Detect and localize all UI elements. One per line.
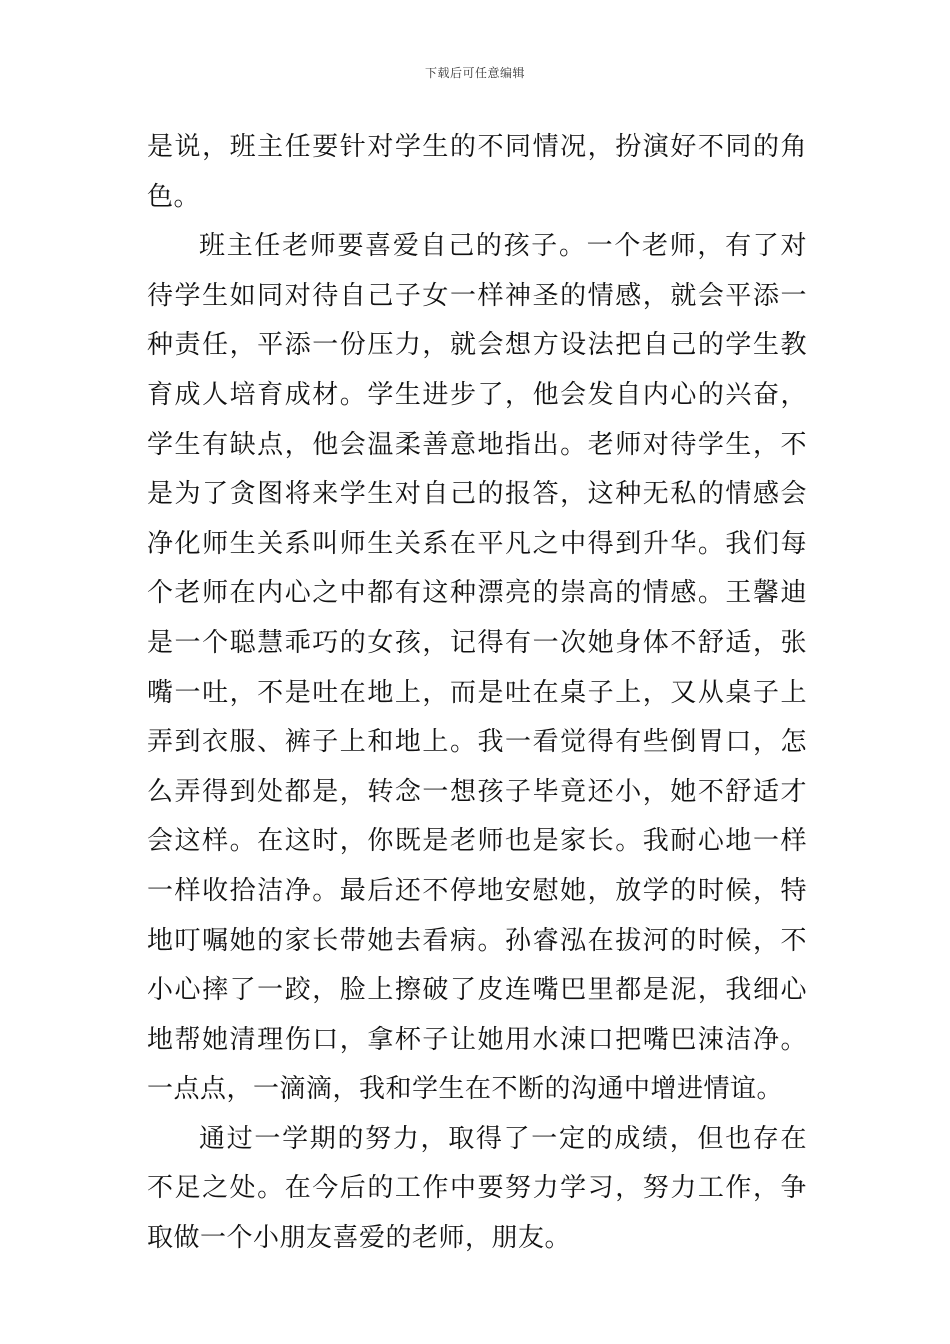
paragraph-1: 是说，班主任要针对学生的不同情况，扮演好不同的角色。 bbox=[147, 132, 807, 212]
document-body bbox=[147, 123, 807, 1264]
paragraph-2: 班主任老师要喜爱自己的孩子。一个老师，有了对待学生如同对待自己子女一样神圣的情感，就会平添一种责任，平添一份压力，就会想方设法把自己的学生教育成人培育成材。学生进步了，他会发自内心的兴奋，学生有缺点，他会温柔善意地指出。老师对待学生，不是为了贪图将来学生对自己的报答，这种无私的情感会净化师生关系叫师生关系在平凡之中得到升华。我们每个老师在内心之中都有这种漂亮的崇高的情感。王馨迪是一个聪慧乖巧的女孩，记得有一次她身体不舒适，张嘴一吐，不是吐在地上，而是吐在桌子上，又从桌子上弄到衣服、裤子上和地上。我一看觉得有些倒胃口，怎么弄得到处都是，转念一想孩子毕竟还小，她不舒适才会这样。在这时，你既是老师也是家长。我耐心地一样一样收拾洁净。最后还不停地安慰她，放学的时候，特地叮嘱她的家长带她去看病。孙睿泓在拔河的时候，不小心摔了一跤，脸上擦破了皮连嘴巴里都是泥，我细心地帮她清理伤口，拿杯子让她用水涑口把嘴巴涑洁净。一点点，一滴滴，我和学生在不断的沟通中增进情谊。 bbox=[147, 231, 807, 1105]
paragraph-3: 通过一学期的努力，取得了一定的成绩，但也存在不足之处。在今后的工作中要努力学习，努力工作，争取做一个小朋友喜爱的老师，朋友。 bbox=[147, 1123, 807, 1254]
page-header: 下载后可任意编辑 bbox=[424, 66, 525, 80]
